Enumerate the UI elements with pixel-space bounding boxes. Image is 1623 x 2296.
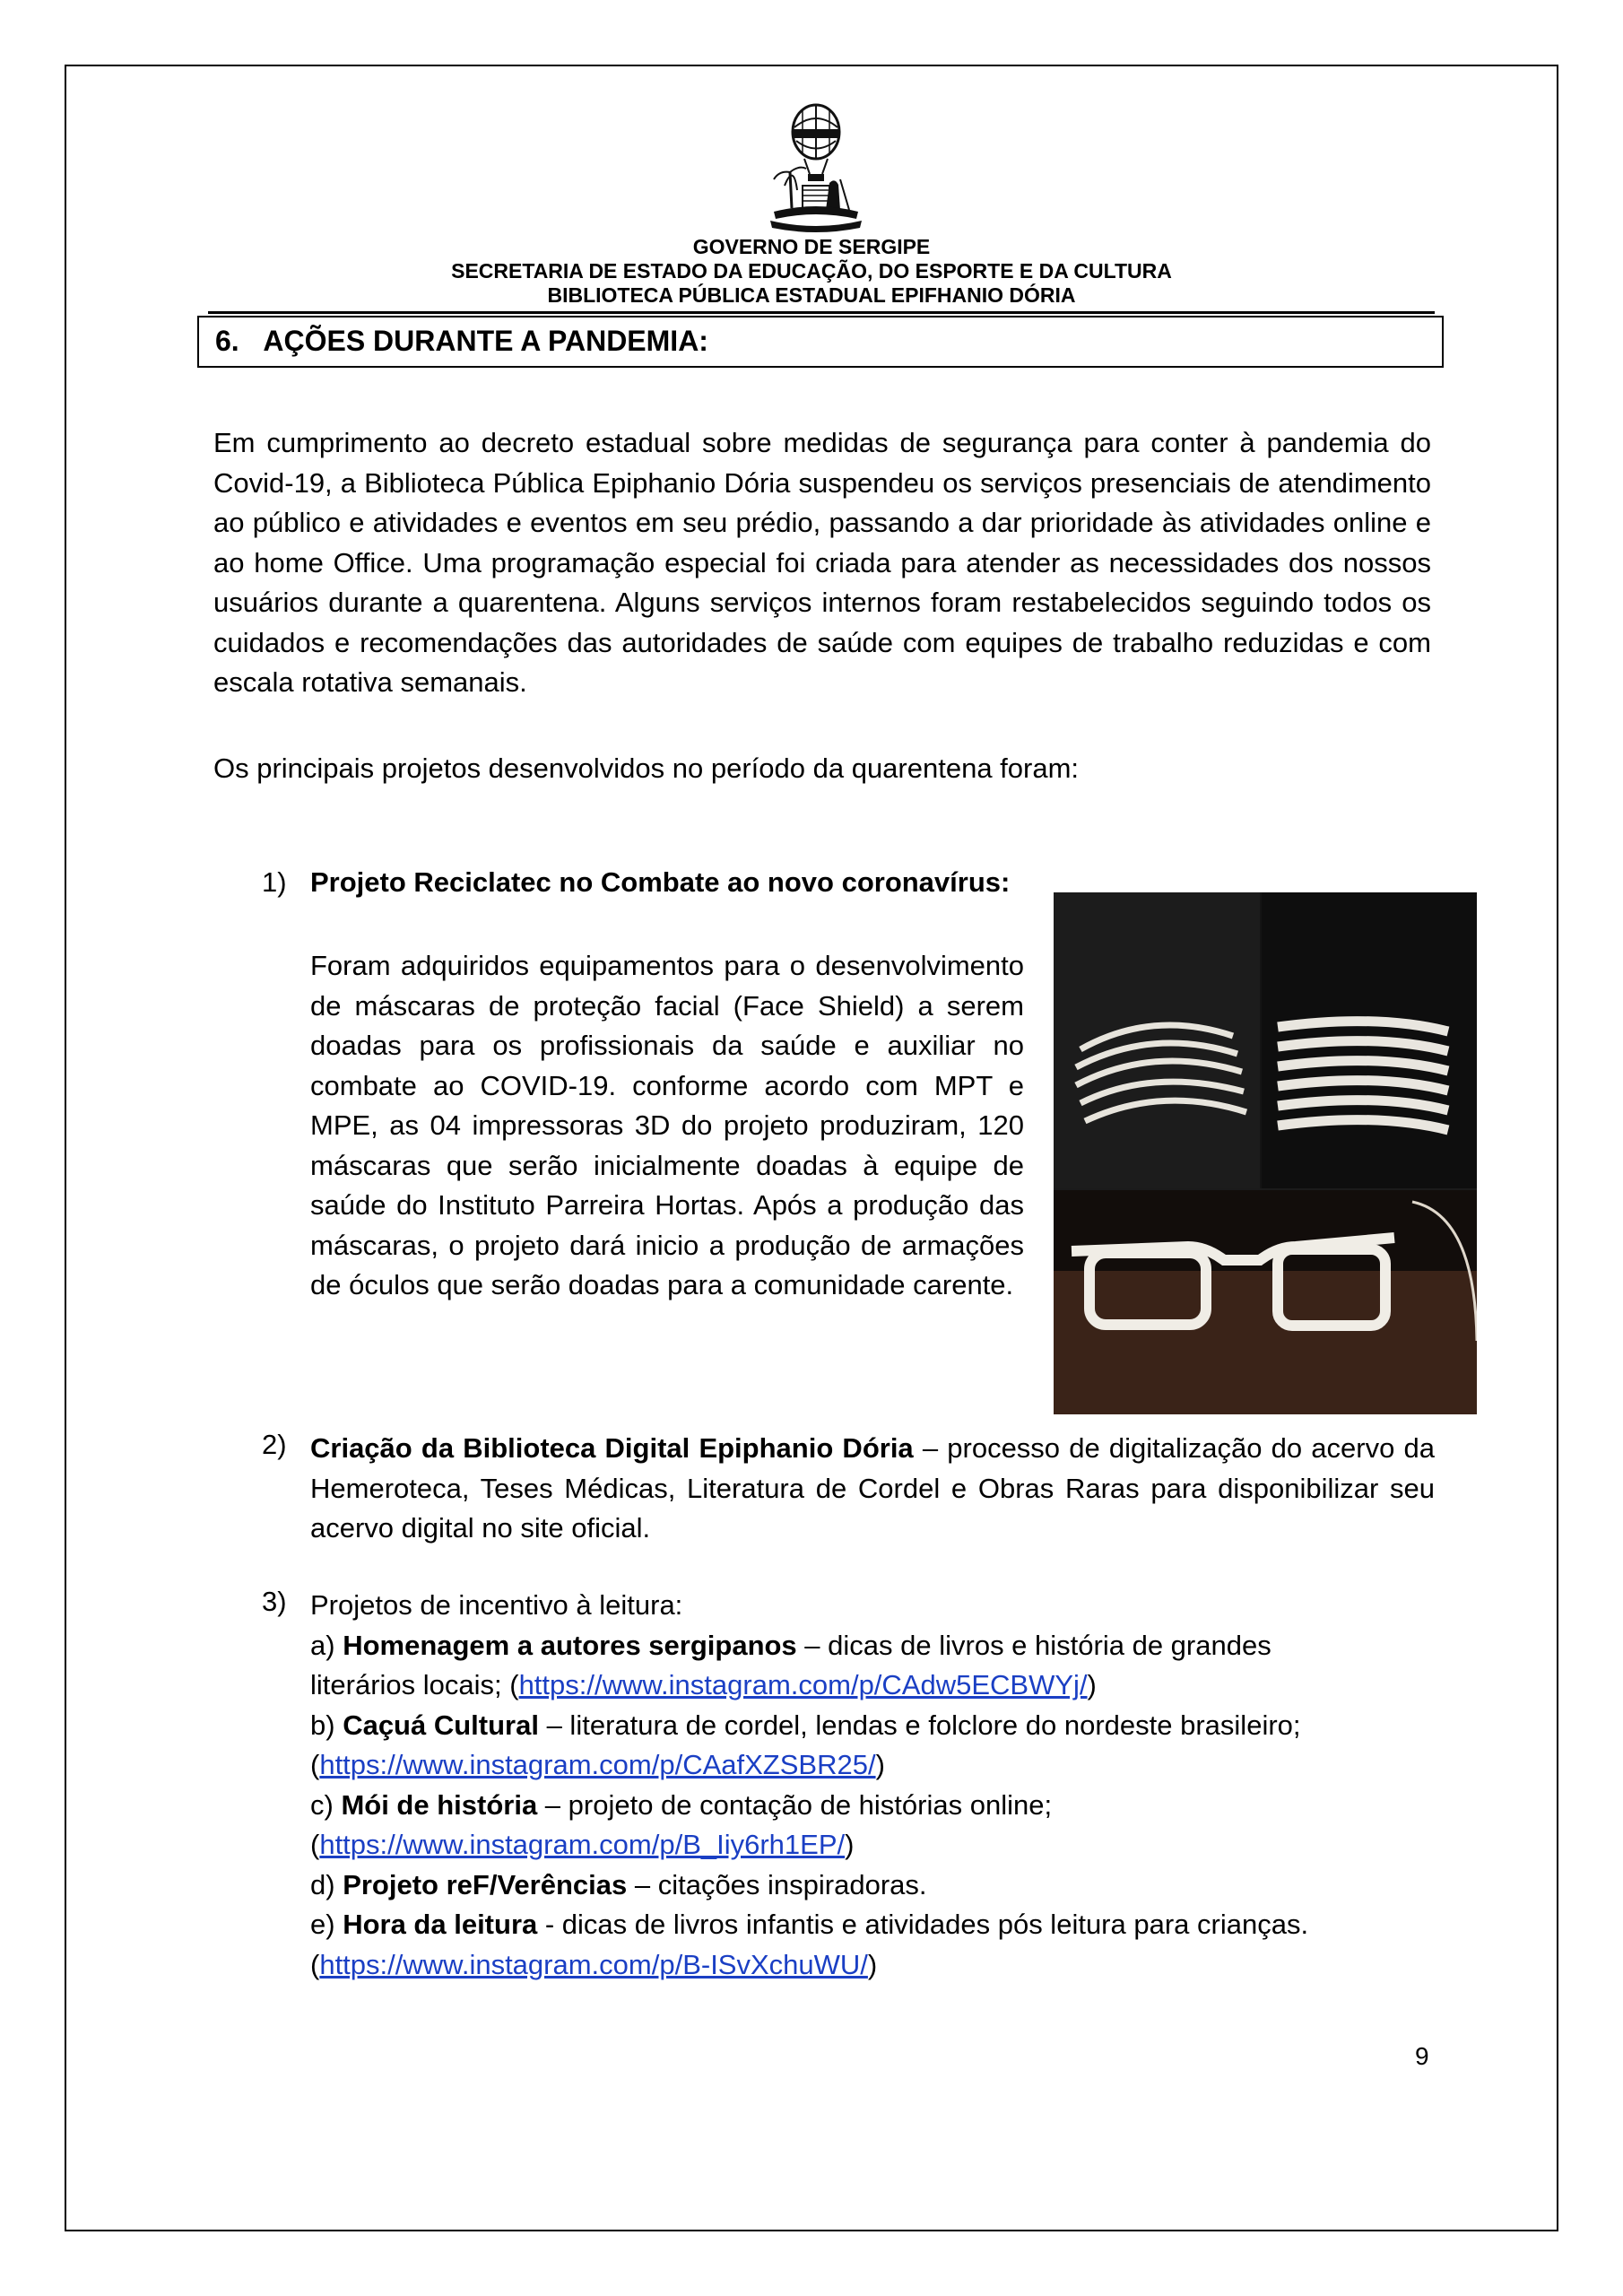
section-number: 6. xyxy=(215,325,239,357)
item-3-title: Projetos de incentivo à leitura: xyxy=(310,1589,683,1621)
subitem-b-name: Caçuá Cultural xyxy=(343,1709,539,1741)
item-2-body: – processo de digitalização do acervo da Hemeroteca, Teses Médicas, Literatura de Cordel e Obras Raras para disponibilizar seu acervo digital no site oficial. xyxy=(310,1432,1435,1544)
item-3-list xyxy=(310,1586,1435,1985)
item-2-paragraph xyxy=(310,1429,1435,1549)
subitem-d-name: Projeto reF/Verências xyxy=(343,1868,628,1900)
list-item: e) Hora da leitura - dicas de livros infantis e atividades pós leitura para crianças. xyxy=(310,1909,1309,1940)
subitem-a-name: Homenagem a autores sergipanos xyxy=(343,1629,797,1661)
instagram-link-b[interactable]: https://www.instagram.com/p/CAafXZSBR25/ xyxy=(319,1749,876,1780)
list-item: b) Caçuá Cultural – literatura de cordel, lendas e folclore do nordeste brasileiro; xyxy=(310,1709,1301,1741)
list-item: a) Homenagem a autores sergipanos – dicas de livros e história de grandes xyxy=(310,1629,1271,1661)
list-item: d) Projeto reF/Verências – citações inspiradoras. xyxy=(310,1868,927,1900)
item-1-title: Projeto Reciclatec no Combate ao novo coronavírus: xyxy=(310,866,1011,898)
section-heading xyxy=(215,325,708,358)
instagram-link-e[interactable]: https://www.instagram.com/p/B-ISvXchuWU/ xyxy=(319,1948,868,1980)
header-divider xyxy=(208,311,1435,314)
item-1-body: Foram adquiridos equipamentos para o desenvolvimento de máscaras de proteção facial (Face Shield) a serem doadas para os profissionais da saúde e auxiliar no combate ao COVID-19. conforme acordo com MPT e MPE, as 04 impressoras 3D do projeto produziram, 120 máscaras que serão inicialmente doadas à equipe de saúde do Instituto Parreira Hortas. Após a produção das máscaras, o projeto dará inicio a produção de armações de óculos que serão doadas para a comunidade carente. xyxy=(310,950,1024,1300)
sergipe-coat-of-arms-icon xyxy=(767,100,865,235)
header-library: BIBLIOTECA PÚBLICA ESTADUAL EPIFHANIO DÓRIA xyxy=(547,283,1076,307)
instagram-link-a[interactable]: https://www.instagram.com/p/CAdw5ECBWYj/ xyxy=(518,1669,1088,1700)
item-2-title: Criação da Biblioteca Digital Epiphanio Dória xyxy=(310,1432,914,1464)
item-1-number: 1) xyxy=(262,866,287,898)
header-government: GOVERNO DE SERGIPE xyxy=(692,235,931,258)
list-item-continuation: literários locais; (https://www.instagram.com/p/CAdw5ECBWYj/) xyxy=(310,1669,1097,1700)
subitem-c-name: Mói de história xyxy=(341,1788,538,1821)
instagram-link-c[interactable]: https://www.instagram.com/p/B_Iiy6rh1EP/ xyxy=(319,1829,846,1860)
list-item-continuation: (https://www.instagram.com/p/B-ISvXchuWU/) xyxy=(310,1948,878,1980)
page-number: 9 xyxy=(1415,2042,1429,2070)
list-item-continuation: (https://www.instagram.com/p/CAafXZSBR25/) xyxy=(310,1749,885,1780)
header-secretariat: SECRETARIA DE ESTADO DA EDUCAÇÃO, DO ESPORTE E DA CULTURA xyxy=(451,259,1172,283)
list-item: c) Mói de história – projeto de contação de histórias online; xyxy=(310,1788,1053,1821)
subitem-e-name: Hora da leitura xyxy=(343,1909,538,1940)
face-shield-photos xyxy=(1054,892,1477,1414)
section-title: AÇÕES DURANTE A PANDEMIA: xyxy=(263,325,708,357)
list-item-continuation: (https://www.instagram.com/p/B_Iiy6rh1EP/) xyxy=(310,1829,855,1860)
section-heading-box xyxy=(197,316,1444,368)
item-2-number: 2) xyxy=(262,1429,287,1460)
projects-lead-sentence: Os principais projetos desenvolvidos no período da quarentena foram: xyxy=(213,752,1080,784)
item-3-number: 3) xyxy=(262,1586,287,1617)
intro-paragraph: Em cumprimento ao decreto estadual sobre medidas de segurança para conter à pandemia do Covid-19, a Biblioteca Pública Epiphanio Dória suspendeu os serviços presenciais de atendimento ao público e atividades e eventos em seu prédio, passando a dar prioridade às atividades online e ao home Office. Uma programação especial foi criada para atender as necessidades dos nossos usuários durante a quarentena. Alguns serviços internos foram restabelecidos seguindo todos os cuidados e recomendações das autoridades de saúde com equipes de trabalho reduzidas e com escala rotativa semanais. xyxy=(213,427,1431,698)
